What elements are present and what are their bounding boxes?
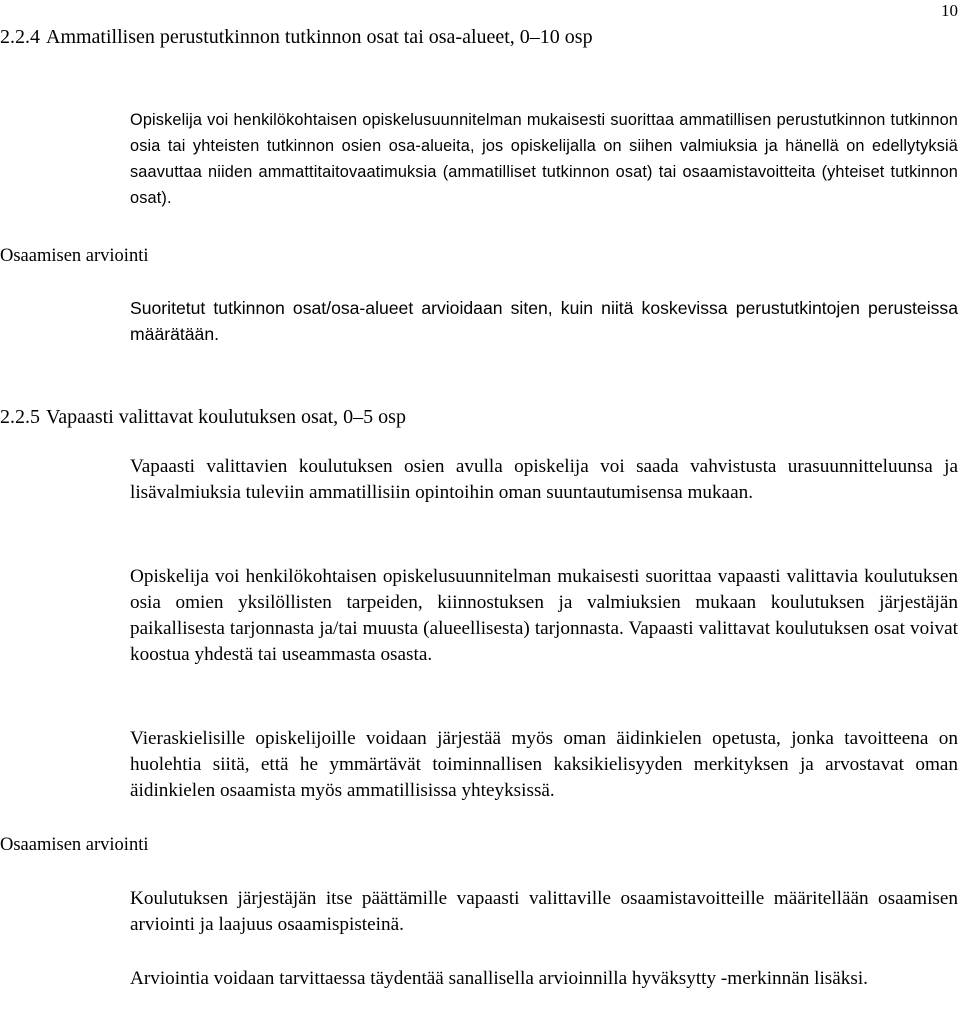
paragraph-assessment-goals: Koulutuksen järjestäjän itse päättämille vapaasti valittaville osaamistavoitteille määritellään osaamisen arviointi ja laajuus osaamispisteinä. [130,888,958,935]
paragraph-assessment: Suoritetut tutkinnon osat/osa-alueet arvioidaan siten, kuin niitä koskevissa perustutkintojen perusteissa määrätään. [130,298,958,344]
section-title: Vapaasti valittavat koulutuksen osat, 0–5 osp [46,406,406,428]
section-title: Ammatillisen perustutkinnon tutkinnon osat tai osa-alueet, 0–10 osp [46,26,593,48]
section-heading-2-2-4 [0,24,593,50]
paragraph-eligibility: Opiskelija voi henkilökohtaisen opiskelusuunnitelman mukaisesti suorittaa ammatillisen perustutkinnon tutkinnon osia tai yhteisten tutkinnon osien osa-alueita, jos opiskelijalla on siihen valmiuksia ja hänellä on edellytyksiä saavuttaa niiden ammattitaitovaatimuksia (ammatilliset tutkinnon osat) tai osaamistavoitteita (yhteiset tutkinnon osat). [130,111,958,207]
section-number: 2.2.5 [0,406,40,428]
section-heading-2-2-5 [0,404,406,430]
assessment-label: Osaamisen arviointi [0,246,149,266]
assessment-label: Osaamisen arviointi [0,835,149,855]
page-number: 10 [941,1,958,20]
paragraph-assessment-verbal: Arviointia voidaan tarvittaessa täydentää sanallisella arvioinnilla hyväksytty -merkinnän lisäksi. [130,968,868,989]
section-number: 2.2.4 [0,26,40,48]
paragraph-personal-plan: Opiskelija voi henkilökohtaisen opiskelusuunnitelman mukaisesti suorittaa vapaasti valittavia koulutuksen osia omien yksilöllisten tarpeiden, kiinnostuksen ja valmiuksien mukaan koulutuksen järjestäjän paikallisesta tarjonnasta ja/tai muusta (alueellisesta) tarjonnasta. Vapaasti valittavat koulutuksen osat voivat koostua yhdestä tai useammasta osasta. [130,566,958,665]
paragraph-mother-tongue: Vieraskielisille opiskelijoille voidaan järjestää myös oman äidinkielen opetusta, jonka tavoitteena on huolehtia siitä, että he ymmärtävät toiminnallisen kaksikielisyyden merkityksen ja arvostavat oman äidinkielen osaamista myös ammatillisissa yhteyksissä. [130,728,958,801]
paragraph-purpose: Vapaasti valittavien koulutuksen osien avulla opiskelija voi saada vahvistusta urasuunnitteluunsa ja lisävalmiuksia tuleviin ammatillisiin opintoihin oman suuntautumisensa mukaan. [130,456,958,503]
